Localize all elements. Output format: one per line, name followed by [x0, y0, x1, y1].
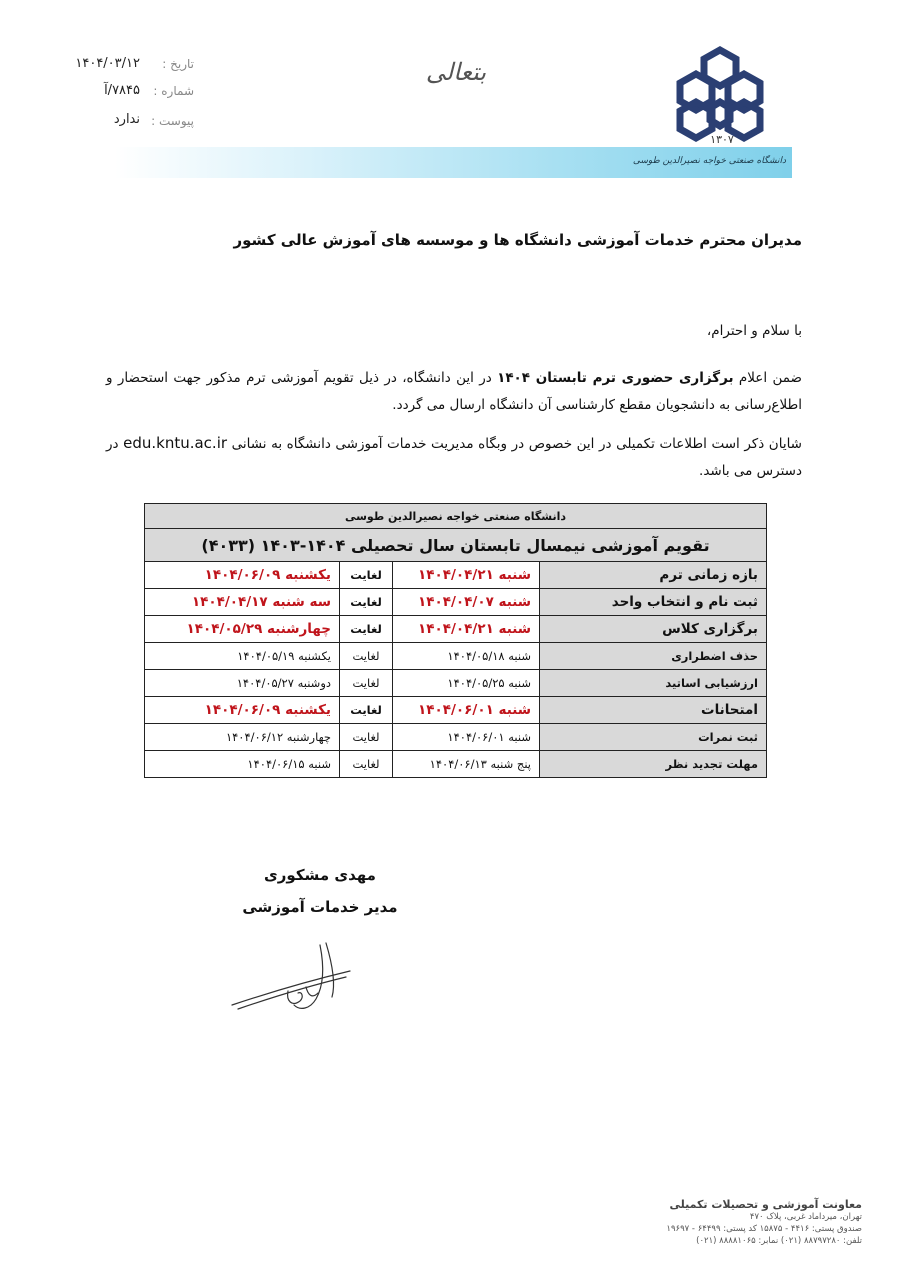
- table-university-name: دانشگاه صنعتی خواجه نصیرالدین طوسی: [145, 504, 767, 529]
- row-title: ثبت نمرات: [540, 724, 767, 751]
- logo-year: ۱۳۰۷: [710, 133, 734, 146]
- table-row: [145, 697, 767, 724]
- row-until-label: لغایت: [340, 670, 393, 697]
- academic-calendar-table: [144, 503, 767, 778]
- paragraph-1-end: در این دانشگاه، در ذیل تقویم آموزشی ترم مذکور جهت استحضار و اطلاع‌رسانی به دانشجویان مقطع کارشناسی آن دانشگاه ارسال می گردد.: [106, 370, 802, 413]
- table-row: [145, 562, 767, 589]
- row-from-date: شنبه ۱۴۰۴/۰۵/۱۸: [393, 643, 540, 670]
- row-until-label: لغایت: [340, 589, 393, 616]
- signatory-name: مهدی مشکوری: [264, 866, 376, 884]
- greeting-text: با سلام و احترام،: [706, 323, 802, 339]
- table-header-title: [145, 529, 767, 562]
- row-from-date: شنبه ۱۴۰۴/۰۴/۰۷: [393, 589, 540, 616]
- table-row: [145, 616, 767, 643]
- row-title: ارزشیابی اساتید: [540, 670, 767, 697]
- row-until-label: لغایت: [340, 697, 393, 724]
- header-banner: [115, 147, 792, 178]
- website-url: edu.kntu.ac.ir: [123, 434, 228, 452]
- table-row: [145, 589, 767, 616]
- date-label: تاریخ :: [162, 57, 194, 71]
- row-to-date: یکشنبه ۱۴۰۴/۰۵/۱۹: [145, 643, 340, 670]
- row-title: امتحانات: [540, 697, 767, 724]
- row-from-date: پنج شنبه ۱۴۰۴/۰۶/۱۳: [393, 751, 540, 778]
- letter-paragraph-1: [106, 365, 802, 419]
- signatory-role: مدیر خدمات آموزشی: [242, 898, 398, 916]
- row-from-date: شنبه ۱۴۰۴/۰۴/۲۱: [393, 562, 540, 589]
- banner-university-name: دانشگاه صنعتی خواجه نصیرالدین طوسی: [632, 156, 786, 166]
- table-header-university: [145, 504, 767, 529]
- attachment-value: ندارد: [113, 112, 140, 127]
- footer-line-2: صندوق پستی: ۴۴۱۶ - ۱۵۸۷۵ کد پستی: ۶۴۴۹۹ - ۱۹۶۹۷: [666, 1224, 862, 1234]
- table-row: [145, 751, 767, 778]
- row-to-date: چهارشنبه ۱۴۰۴/۰۵/۲۹: [145, 616, 340, 643]
- row-until-label: لغایت: [340, 616, 393, 643]
- row-until-label: لغایت: [340, 724, 393, 751]
- bismillah-calligraphy: بتعالی: [425, 58, 487, 86]
- number-value: ۷۸۴۵/آ: [104, 83, 140, 98]
- paragraph-1-start: ضمن اعلام: [733, 370, 802, 386]
- row-to-date: شنبه ۱۴۰۴/۰۶/۱۵: [145, 751, 340, 778]
- row-from-date: شنبه ۱۴۰۴/۰۵/۲۵: [393, 670, 540, 697]
- row-title: برگزاری کلاس: [540, 616, 767, 643]
- footer-title: معاونت آموزشی و تحصیلات تکمیلی: [669, 1198, 862, 1211]
- row-until-label: لغایت: [340, 643, 393, 670]
- letter-addressee: مدیران محترم خدمات آموزشی دانشگاه ها و موسسه های آموزش عالی کشور: [233, 231, 802, 249]
- number-label: شماره :: [153, 84, 194, 98]
- row-until-label: لغایت: [340, 562, 393, 589]
- table-title: تقویم آموزشی نیمسال تابستان سال تحصیلی ۱۴۰۴-۱۴۰۳ (۴۰۳۳): [145, 529, 767, 562]
- attachment-label: پیوست :: [151, 114, 194, 128]
- footer-address: [666, 1198, 862, 1247]
- handwritten-signature-icon: [228, 935, 368, 1025]
- row-to-date: چهارشنبه ۱۴۰۴/۰۶/۱۲: [145, 724, 340, 751]
- row-to-date: سه شنبه ۱۴۰۴/۰۴/۱۷: [145, 589, 340, 616]
- row-title: ثبت نام و انتخاب واحد: [540, 589, 767, 616]
- row-title: حذف اضطراری: [540, 643, 767, 670]
- footer-line-3: تلفن: ۸۸۷۹۷۲۸۰ (۰۲۱) نمابر: ۸۸۸۸۱۰۶۵ (۰۲۱): [696, 1236, 862, 1246]
- letter-greeting: [106, 318, 802, 345]
- row-to-date: دوشنبه ۱۴۰۴/۰۵/۲۷: [145, 670, 340, 697]
- row-to-date: یکشنبه ۱۴۰۴/۰۶/۰۹: [145, 697, 340, 724]
- row-from-date: شنبه ۱۴۰۴/۰۶/۰۱: [393, 724, 540, 751]
- paragraph-2-start: شایان ذکر است اطلاعات تکمیلی در این خصوص در وبگاه مدیریت خدمات آموزشی دانشگاه به نشانی: [227, 436, 802, 452]
- table-row: [145, 643, 767, 670]
- row-until-label: لغایت: [340, 751, 393, 778]
- footer-line-1: تهران، میرداماد غربی، پلاک ۴۷۰: [749, 1212, 862, 1222]
- row-to-date: یکشنبه ۱۴۰۴/۰۶/۰۹: [145, 562, 340, 589]
- paragraph-1-bold: برگزاری حضوری ترم تابستان ۱۴۰۴: [497, 370, 734, 386]
- row-from-date: شنبه ۱۴۰۴/۰۶/۰۱: [393, 697, 540, 724]
- row-title: بازه زمانی ترم: [540, 562, 767, 589]
- paragraph-2-end: در دسترس می باشد.: [106, 436, 802, 479]
- date-value: ۱۴۰۴/۰۳/۱۲: [75, 56, 140, 71]
- row-from-date: شنبه ۱۴۰۴/۰۴/۲۱: [393, 616, 540, 643]
- table-row: [145, 724, 767, 751]
- letter-paragraph-2: [106, 430, 802, 485]
- table-row: [145, 670, 767, 697]
- row-title: مهلت تجدید نظر: [540, 751, 767, 778]
